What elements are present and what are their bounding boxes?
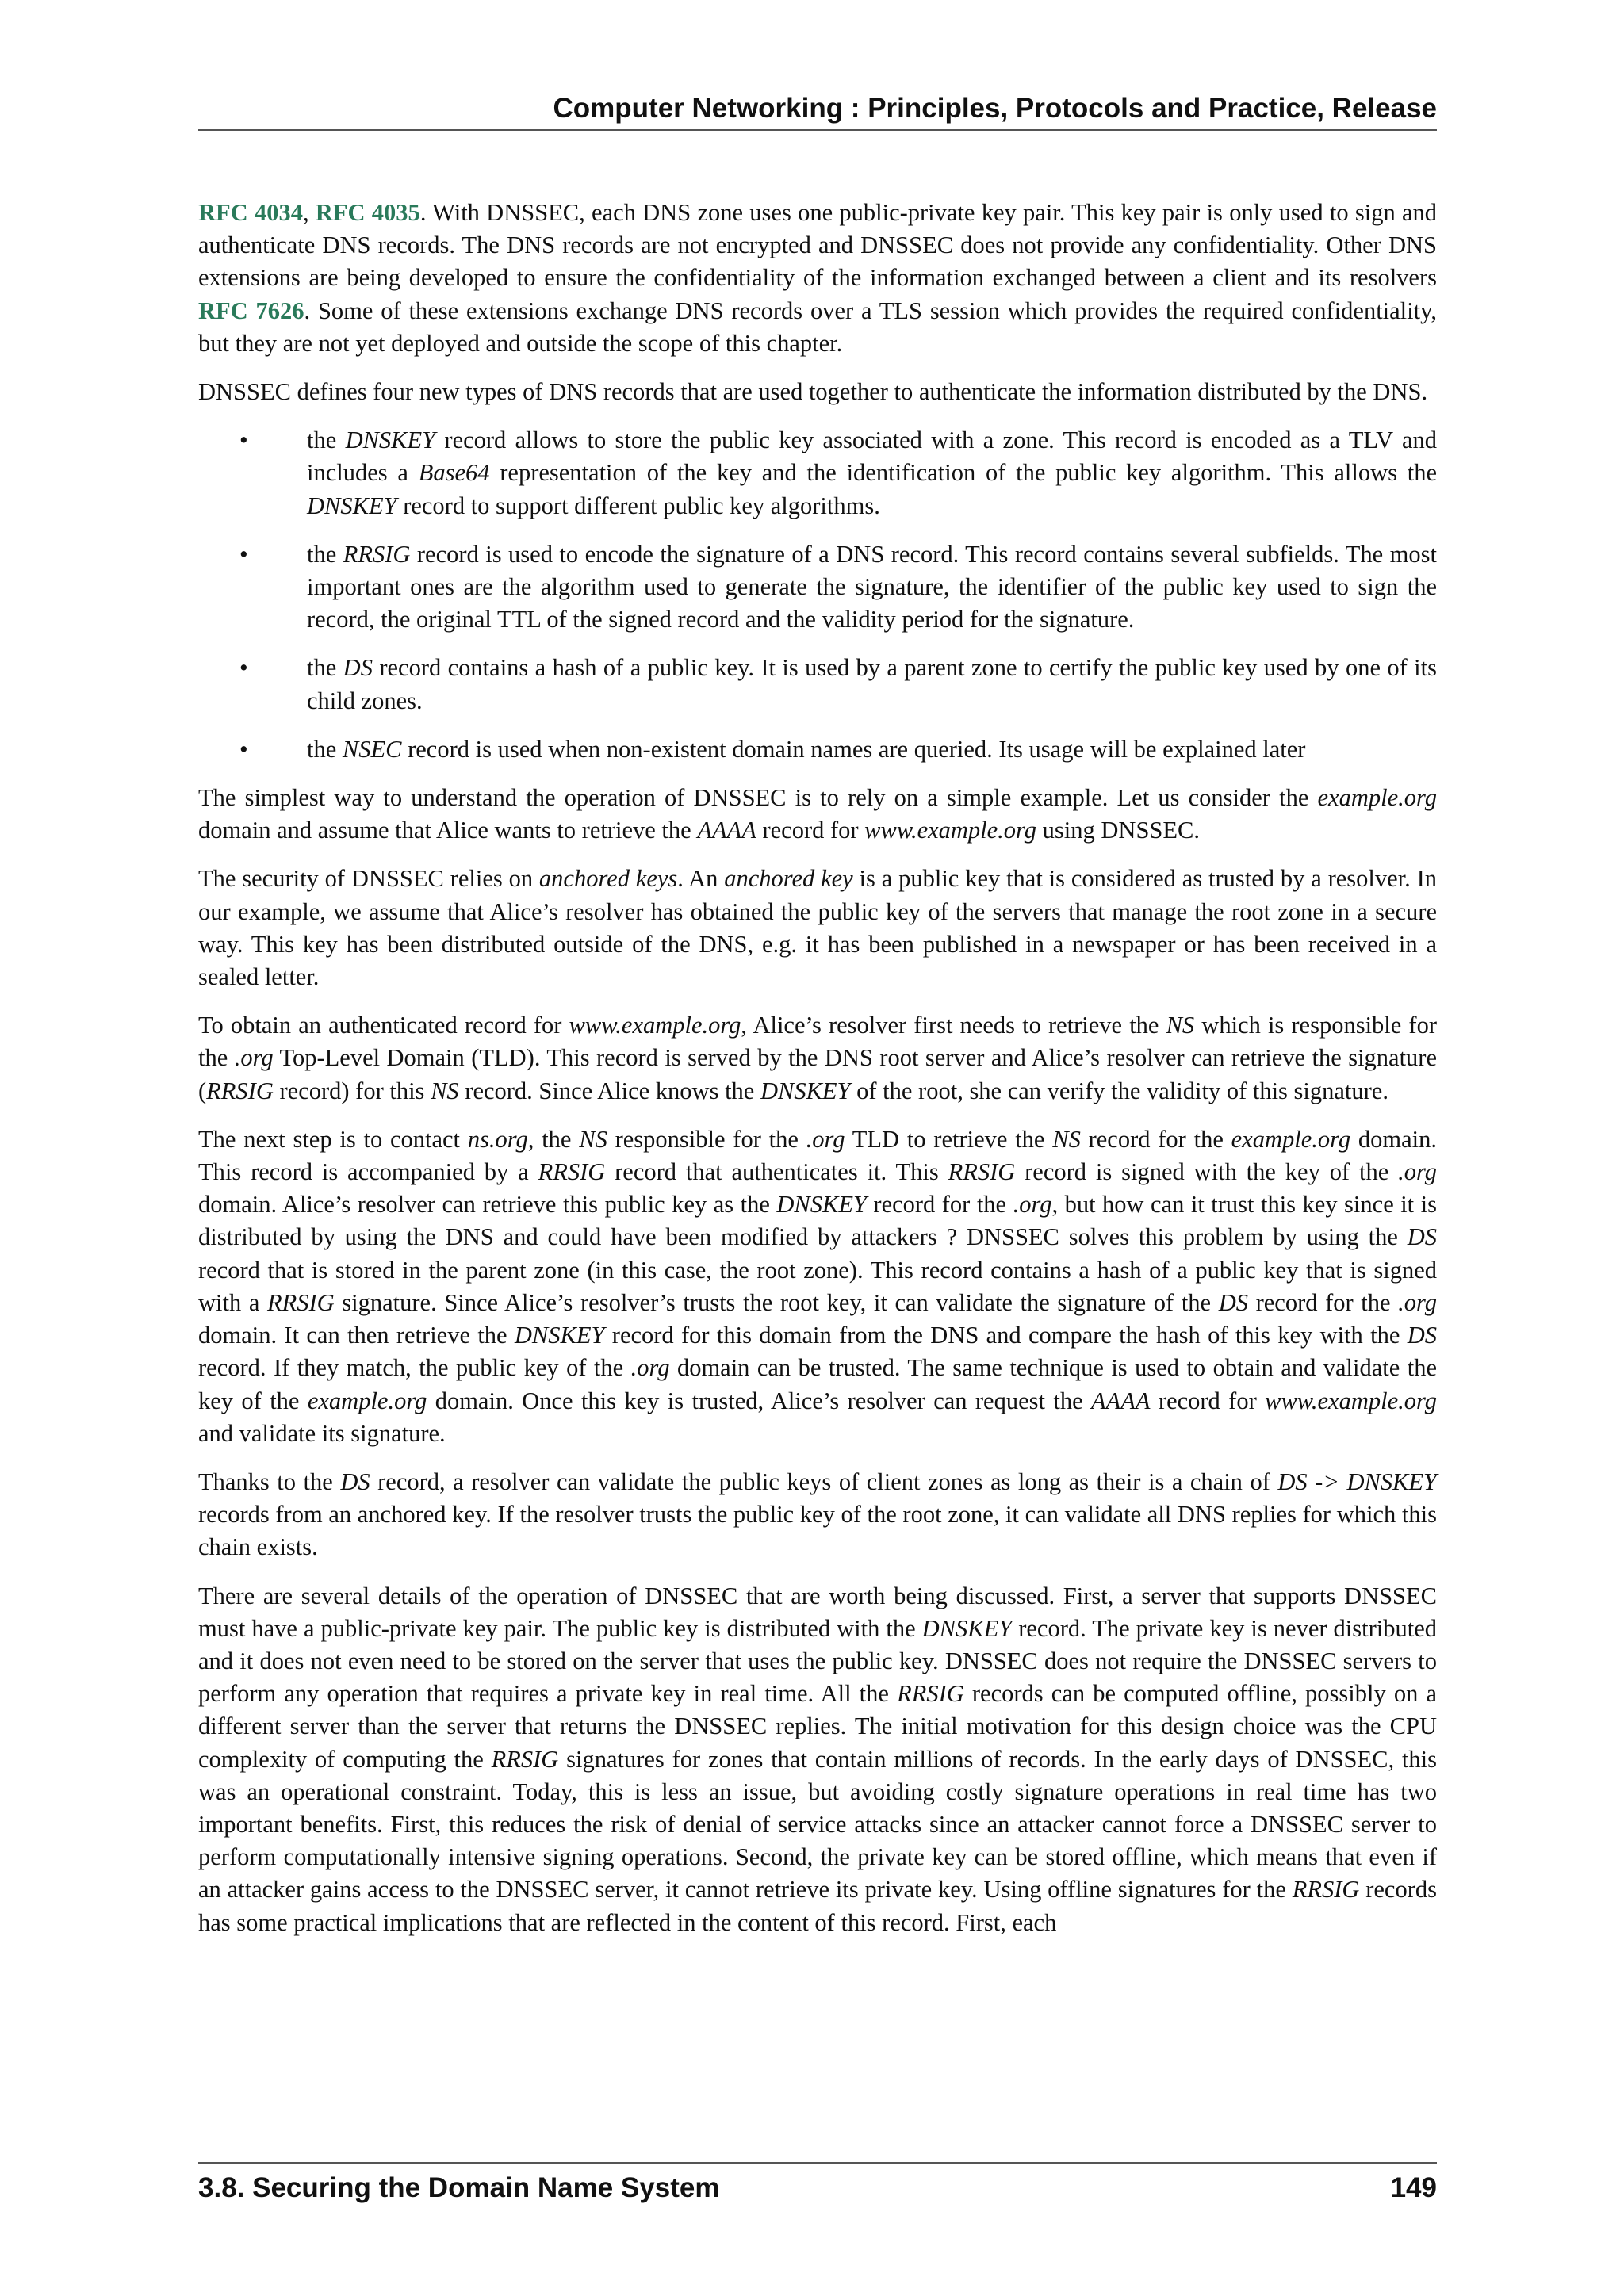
running-footer bbox=[198, 2169, 1437, 2207]
rfc-4035-link[interactable]: RFC 4035 bbox=[315, 199, 420, 226]
paragraph-2: DNSSEC defines four new types of DNS records that are used together to authenticate the information distributed by the DNS. bbox=[198, 378, 1428, 406]
paragraph-3: The simplest way to understand the operation of DNSSEC is to rely on a simple example. Let us consider the example.org domain and assume that Alice wants to retrieve the AAAA record for www.example.org using DNSSEC. bbox=[198, 784, 1437, 844]
document-page bbox=[198, 0, 1437, 2296]
list-item: • the DS record contains a hash of a public key. It is used by a parent zone to certify the public key used by one of its child zones. bbox=[198, 652, 1437, 717]
paragraph-8: There are several details of the operation of DNSSEC that are worth being discussed. First, a server that supports DNSSEC must have a public-private key pair. The public key is distributed with the DNSKEY record. The private key is never distributed and it does not even need to be stored on the server that uses the public key. DNSSEC does not require the DNSSEC servers to perform any operation that requires a private key in real time. All the RRSIG records can be computed offline, possibly on a different server than the server that returns the DNSSEC replies. The initial motivation for this design choice was the CPU complexity of computing the RRSIG signatures for zones that contain millions of records. In the early days of DNSSEC, this was an operational constraint. Today, this is less an issue, but avoiding costly signature operations in real time has two important benefits. First, this reduces the risk of denial of service attacks since an attacker cannot force a DNSSEC server to perform computationally intensive signing operations. Second, the private key can be stored offline, which means that even if an attacker gains access to the DNSSEC server, it cannot retrieve its private key. Using offline signatures for the RRSIG records has some practical implications that are reflected in the content of this record. First, each bbox=[198, 1582, 1437, 1936]
body-text bbox=[198, 197, 1437, 1955]
bullet-glyph: • bbox=[239, 654, 248, 682]
list-item: • the NSEC record is used when non-existent domain names are queried. Its usage will be explained later bbox=[198, 733, 1437, 766]
bullet-glyph: • bbox=[239, 540, 248, 568]
paragraph-5: To obtain an authenticated record for www.example.org, Alice’s resolver first needs to retrieve the NS which is responsible for the .org Top-Level Domain (TLD). This record is served by the DNS root server and Alice’s resolver can retrieve the signature (RRSIG record) for this NS record. Since Alice knows the DNSKEY of the root, she can verify the validity of this signature. bbox=[198, 1012, 1437, 1104]
paragraph-4: The security of DNSSEC relies on anchored keys. An anchored key is a public key that is considered as trusted by a resolver. In our example, we assume that Alice’s resolver has obtained the public key of the servers that manage the root zone in a secure way. This key has been distributed outside of the DNS, e.g. it has been published in a newspaper or has been received in a sealed letter. bbox=[198, 865, 1437, 991]
page-number: 149 bbox=[1390, 2172, 1437, 2203]
running-header: Computer Networking : Principles, Protocols and Practice, Release bbox=[553, 93, 1437, 124]
paragraph-6: The next step is to contact ns.org, the NS responsible for the .org TLD to retrieve the NS record for the example.org domain. This record is accompanied by a RRSIG record that authenticates it. This RRSIG record is signed with the key of the .org domain. Alice’s resolver can retrieve this public key as the DNSKEY record for the .org, but how can it trust this key since it is distributed by using the DNS and could have been modified by attackers ? DNSSEC solves this problem by using the DS record that is stored in the parent zone (in this case, the root zone). This record contains a hash of a public key that is signed with a RRSIG signature. Since Alice’s resolver’s trusts the root key, it can validate the signature of the DS record for the .org domain. It can then retrieve the DNSKEY record for this domain from the DNS and compare the hash of this key with the DS record. If they match, the public key of the .org domain can be trusted. The same technique is used to obtain and validate the key of the example.org domain. Once this key is trusted, Alice’s resolver can request the AAAA record for www.example.org and validate its signature. bbox=[198, 1125, 1437, 1447]
footer-section-title: 3.8. Securing the Domain Name System bbox=[198, 2172, 720, 2203]
list-item: • the DNSKEY record allows to store the public key associated with a zone. This record is encoded as a TLV and includes a Base64 representation of the key and the identification of the public key algorithm. This allows the DNSKEY record to support different public key algorithms. bbox=[198, 424, 1437, 522]
header-rule bbox=[198, 129, 1437, 131]
record-types-list bbox=[198, 424, 1437, 766]
rfc-7626-link[interactable]: RFC 7626 bbox=[198, 297, 304, 324]
paragraph-1: RFC 4034, RFC 4035. With DNSSEC, each DNS zone uses one public-private key pair. This key pair is only used to sign and authenticate DNS records. The DNS records are not encrypted and DNSSEC does not provide any confidentiality. Other DNS extensions are being developed to ensure the confidentiality of the information exchanged between a client and its resolvers RFC 7626. Some of these extensions exchange DNS records over a TLS session which provides the required confidentiality, but they are not yet deployed and outside the scope of this chapter. bbox=[198, 199, 1438, 357]
paragraph-7: Thanks to the DS record, a resolver can validate the public keys of client zones as long as their is a chain of DS -> DNSKEY records from an anchored key. If the resolver trusts the public key of the root zone, it can validate all DNS replies for which this chain exists. bbox=[198, 1468, 1437, 1561]
footer-rule bbox=[198, 2162, 1437, 2164]
list-item: • the RRSIG record is used to encode the signature of a DNS record. This record contains several subfields. The most important ones are the algorithm used to generate the signature, the identifier of the public key used to sign the record, the original TTL of the signed record and the validity period for the signature. bbox=[198, 538, 1437, 637]
rfc-4034-link[interactable]: RFC 4034 bbox=[198, 199, 303, 226]
bullet-glyph: • bbox=[239, 427, 248, 454]
bullet-glyph: • bbox=[239, 735, 248, 763]
